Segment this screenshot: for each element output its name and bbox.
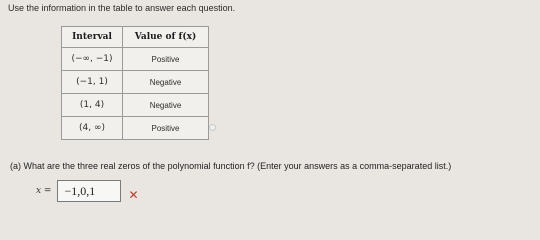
- header-value: Value of f(x): [123, 27, 209, 48]
- value-cell: Negative: [123, 71, 209, 94]
- question-a-text: (a) What are the three real zeros of the polynomial function f? (Enter your answers as a comma-separated list.): [10, 161, 452, 171]
- interval-cell: (−1, 1): [62, 71, 123, 94]
- table-row: [62, 94, 209, 117]
- interval-cell: (−∞, −1): [62, 48, 123, 71]
- table-row: [62, 71, 209, 94]
- value-cell: Positive: [123, 117, 209, 140]
- incorrect-x-icon: ✕: [128, 188, 139, 202]
- table-row: [62, 48, 209, 71]
- header-interval: Interval: [62, 27, 123, 48]
- table-row: [62, 117, 209, 140]
- answer-label: x =: [36, 186, 52, 196]
- instruction-text: Use the information in the table to answer each question.: [8, 3, 236, 13]
- answer-row: [36, 180, 139, 202]
- decorative-circle: [209, 124, 216, 131]
- sign-table: [61, 26, 209, 140]
- interval-cell: (1, 4): [62, 94, 123, 117]
- answer-input[interactable]: −1,0,1: [57, 180, 121, 202]
- table-header-row: [62, 27, 209, 48]
- value-cell: Negative: [123, 94, 209, 117]
- interval-cell: (4, ∞): [62, 117, 123, 140]
- value-cell: Positive: [123, 48, 209, 71]
